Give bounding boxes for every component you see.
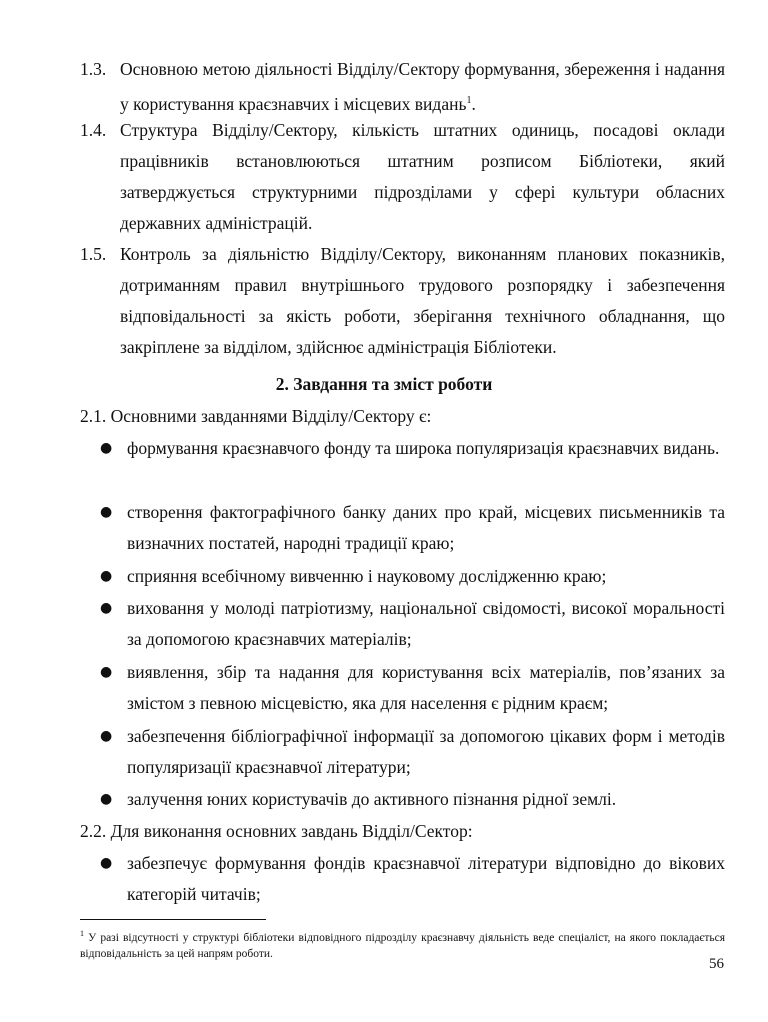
bullet-icon: ● bbox=[100, 664, 113, 680]
list-item bbox=[100, 433, 725, 464]
footnote-separator bbox=[80, 919, 266, 920]
footnote-mark: 1 bbox=[80, 929, 84, 938]
list-item bbox=[100, 784, 725, 815]
paragraph-number: 1.3. bbox=[80, 59, 107, 79]
bullet-icon: ● bbox=[100, 440, 113, 456]
paragraph-number: 1.5. bbox=[80, 244, 107, 264]
footnote-text: У разі відсутності у структурі бібліотеки відповідного підрозділу краєзнавчу діяльність веде спеціаліст, на якого покладається відповідальність за цей напрям роботи. bbox=[80, 931, 726, 960]
list-item bbox=[100, 657, 725, 719]
paragraph-1-5 bbox=[80, 239, 725, 363]
footnote bbox=[80, 926, 725, 962]
paragraph-2-1: 2.1. Основними завданнями Відділу/Сектору є: bbox=[80, 406, 432, 426]
bullet-icon: ● bbox=[100, 568, 113, 584]
footnote-reference[interactable]: 1 bbox=[466, 95, 472, 106]
section-heading: 2. Завдання та зміст роботи bbox=[275, 374, 493, 394]
paragraph-1-4 bbox=[80, 115, 725, 239]
paragraph-2-2: 2.2. Для виконання основних завдань Відділ/Сектор: bbox=[80, 821, 473, 841]
paragraph-text: Основною метою діяльності Відділу/Сектору формування, збереження і надання у користування краєзнавчих і місцевих видань$^1$. bbox=[120, 59, 725, 114]
list-item bbox=[100, 497, 725, 559]
list-item-text: створення фактографічного банку даних про край, місцевих письменників та визначних постатей, народні традиції краю; bbox=[127, 502, 725, 553]
list-item-text: сприяння всебічному вивченню і науковому дослідженню краю; bbox=[127, 566, 607, 586]
list-item-text: виховання у молоді патріотизму, національної свідомості, високої моральності за допомогою краєзнавчих матеріалів; bbox=[127, 598, 725, 649]
page-number: 56 bbox=[709, 956, 724, 972]
list-item bbox=[100, 561, 725, 592]
list-item bbox=[100, 721, 725, 783]
list-item bbox=[100, 848, 725, 910]
paragraph-number: 1.4. bbox=[80, 120, 107, 140]
bullet-icon: ● bbox=[100, 791, 113, 807]
bullet-icon: ● bbox=[100, 728, 113, 744]
list-item-text: виявлення, збір та надання для користування всіх матеріалів, пов’язаних за змістом з певною місцевістю, яка для населення є рідним краєм; bbox=[127, 662, 725, 713]
list-item-text: залучення юних користувачів до активного пізнання рідної землі. bbox=[127, 789, 617, 809]
paragraph-1-3 bbox=[80, 54, 725, 120]
list-item-text: забезпечує формування фондів краєзнавчої літератури відповідно до вікових категорій читачів; bbox=[127, 853, 725, 904]
bullet-icon: ● bbox=[100, 504, 113, 520]
bullet-icon: ● bbox=[100, 600, 113, 616]
paragraph-text: Структура Відділу/Сектору, кількість штатних одиниць, посадові оклади працівників встановлюються штатним розписом Бібліотеки, який затверджується структурними підрозділами у сфері культури обласних державних адміністрацій. bbox=[120, 120, 725, 233]
paragraph-text: Контроль за діяльністю Відділу/Сектору, виконанням планових показників, дотриманням правил внутрішнього трудового розпорядку і забезпечення відповідальності за якість роботи, зберігання технічного обладнання, що закріплене за відділом, здійснює адміністрація Бібліотеки. bbox=[120, 244, 725, 357]
list-item-text: забезпечення бібліографічної інформації за допомогою цікавих форм і методів популяризації краєзнавчої літератури; bbox=[127, 726, 725, 777]
bullet-icon: ● bbox=[100, 855, 113, 871]
list-item-text: формування краєзнавчого фонду та широка популяризація краєзнавчих видань. bbox=[127, 438, 720, 458]
list-item bbox=[100, 593, 725, 655]
